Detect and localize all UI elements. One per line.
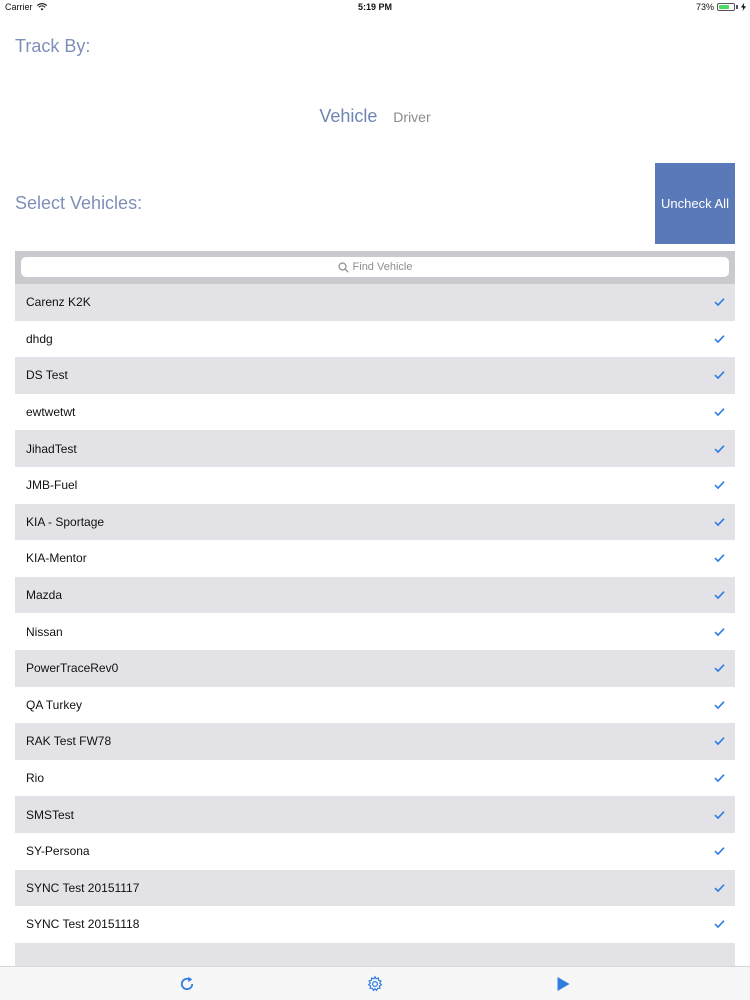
vehicle-row[interactable] — [15, 577, 735, 614]
bottom-toolbar — [0, 966, 750, 1000]
carrier-label: Carrier — [5, 2, 33, 12]
search-bar — [15, 251, 735, 284]
checkmark-icon — [714, 408, 725, 417]
uncheck-all-button[interactable]: Uncheck All — [655, 163, 735, 244]
track-by-label: Track By: — [15, 36, 91, 56]
gear-icon[interactable] — [366, 975, 384, 993]
vehicle-row[interactable] — [15, 833, 735, 870]
track-by-segmented-control — [0, 106, 750, 127]
vehicle-name: SYNC Test 20151118 — [26, 917, 140, 932]
vehicle-name: dhdg — [26, 331, 53, 346]
vehicle-name: JMB-Fuel — [26, 478, 78, 493]
select-vehicles-label: Select Vehicles: — [15, 193, 143, 213]
status-time: 5:19 PM — [357, 2, 392, 12]
checkmark-icon — [714, 371, 725, 380]
vehicle-row[interactable] — [15, 687, 735, 724]
play-icon[interactable] — [554, 975, 572, 993]
status-right — [696, 2, 746, 12]
vehicle-row[interactable] — [15, 504, 735, 541]
segment-vehicle[interactable]: Vehicle — [319, 106, 378, 126]
vehicle-list[interactable] — [15, 284, 735, 966]
checkmark-icon — [714, 517, 725, 526]
checkmark-icon — [714, 627, 725, 636]
checkmark-icon — [714, 774, 725, 783]
vehicle-name: Carenz K2K — [26, 295, 91, 310]
vehicle-name: SYNC Test 20151117 — [26, 880, 140, 895]
vehicle-row[interactable] — [15, 430, 735, 467]
vehicle-row[interactable] — [15, 650, 735, 687]
vehicle-name: SY-Persona — [26, 844, 90, 859]
battery-percent: 73% — [695, 2, 714, 12]
segment-driver[interactable]: Driver — [393, 109, 431, 125]
refresh-icon[interactable] — [178, 975, 196, 993]
vehicle-name: RAK Test FW78 — [26, 734, 112, 749]
vehicle-row[interactable] — [15, 760, 735, 797]
vehicle-name: PowerTraceRev0 — [26, 661, 119, 676]
vehicle-row[interactable] — [15, 394, 735, 431]
vehicle-row[interactable] — [15, 796, 735, 833]
vehicle-name: QA Turkey — [26, 697, 83, 712]
vehicle-name: SMSTest — [26, 807, 75, 822]
checkmark-icon — [714, 810, 725, 819]
checkmark-icon — [714, 554, 725, 563]
vehicle-name: DS Test — [26, 368, 68, 383]
vehicle-row[interactable] — [15, 906, 735, 943]
vehicle-row[interactable] — [15, 723, 735, 760]
battery-tip — [736, 5, 738, 9]
vehicle-name: Nissan — [26, 624, 63, 639]
search-placeholder: Find Vehicle — [352, 261, 413, 273]
vehicle-row[interactable] — [15, 540, 735, 577]
vehicle-row[interactable] — [15, 870, 735, 907]
checkmark-icon — [714, 883, 725, 892]
search-input[interactable] — [21, 257, 729, 277]
vehicle-name: KIA - Sportage — [26, 514, 105, 529]
checkmark-icon — [714, 298, 725, 307]
status-bar — [0, 0, 750, 16]
search-icon — [338, 262, 349, 273]
checkmark-icon — [714, 334, 725, 343]
vehicle-name: ewtwetwt — [26, 405, 76, 420]
checkmark-icon — [714, 664, 725, 673]
checkmark-icon — [714, 700, 725, 709]
checkmark-icon — [714, 481, 725, 490]
vehicle-name: Rio — [26, 771, 45, 786]
checkmark-icon — [714, 847, 725, 856]
vehicle-row[interactable] — [15, 943, 735, 966]
vehicle-name: KIA-Mentor — [26, 551, 87, 566]
checkmark-icon — [714, 444, 725, 453]
vehicle-name: JihadTest — [26, 441, 77, 456]
checkmark-icon — [714, 920, 725, 929]
vehicle-row[interactable] — [15, 467, 735, 504]
vehicle-name: Mazda — [26, 588, 63, 603]
checkmark-icon — [714, 591, 725, 600]
vehicle-row[interactable] — [15, 321, 735, 358]
battery-level-fill — [719, 5, 729, 9]
vehicle-row[interactable] — [15, 357, 735, 394]
vehicle-row[interactable] — [15, 613, 735, 650]
vehicle-row[interactable] — [15, 284, 735, 321]
battery-icon — [717, 3, 735, 11]
charging-icon — [741, 3, 746, 11]
checkmark-icon — [714, 737, 725, 746]
